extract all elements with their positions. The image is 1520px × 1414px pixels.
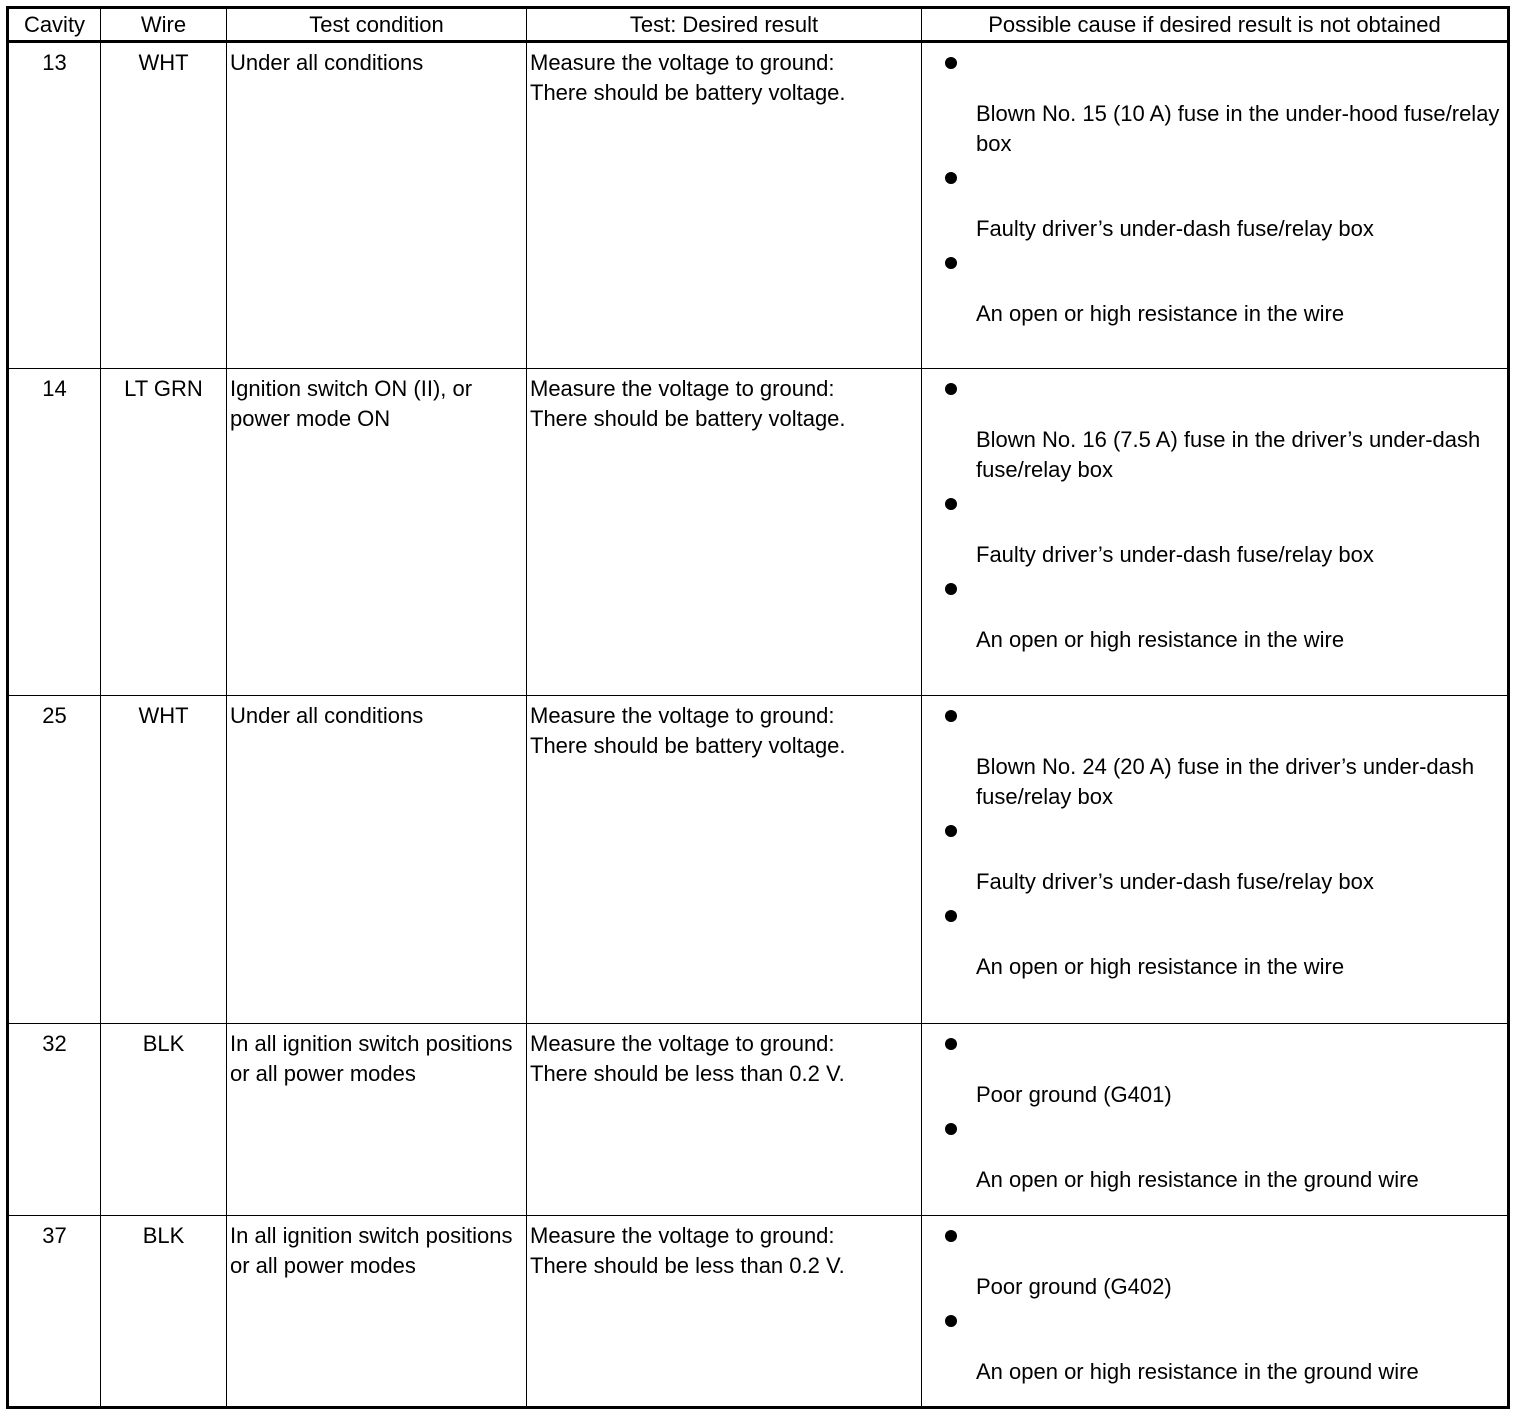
result-expectation: There should be less than 0.2 V.	[530, 1060, 845, 1086]
result-cell	[527, 369, 922, 696]
cause-item	[942, 257, 1501, 329]
wire-cell: LT GRN	[101, 369, 227, 696]
table-row	[8, 42, 1509, 369]
cavity-cell: 25	[8, 696, 101, 1023]
cause-text: Faulty driver’s under-dash fuse/relay box	[976, 216, 1374, 241]
cause-text: An open or high resistance in the ground wire	[976, 1166, 1419, 1192]
wire-cell: BLK	[101, 1215, 227, 1407]
wire-cell: BLK	[101, 1023, 227, 1215]
result-instruction: Measure the voltage to ground:	[530, 376, 835, 402]
result-cell	[527, 1215, 922, 1407]
header-wire: Wire	[101, 8, 227, 42]
condition-cell: In all ignition switch positions or all power modes	[227, 1023, 527, 1215]
cause-item	[942, 383, 1501, 485]
cause-text: An open or high resistance in the wire	[976, 627, 1345, 653]
cause-text: An open or high resistance in the wire	[976, 954, 1345, 980]
table-row	[8, 369, 1509, 696]
cause-item	[942, 710, 1501, 812]
cause-item	[942, 583, 1501, 655]
result-instruction: Measure the voltage to ground:	[530, 1222, 835, 1248]
bullet-icon	[945, 1123, 957, 1135]
cavity-cell: 13	[8, 42, 101, 369]
bullet-icon	[945, 825, 957, 837]
cause-text: An open or high resistance in the wire	[976, 301, 1345, 326]
cause-text: Faulty driver’s under-dash fuse/relay box	[976, 869, 1374, 895]
cavity-cell: 37	[8, 1215, 101, 1407]
table-row	[8, 1215, 1509, 1407]
cause-text: Blown No. 24 (20 A) fuse in the driver’s under-dash fuse/relay box	[976, 754, 1475, 810]
header-desired-result: Test: Desired result	[527, 8, 922, 42]
condition-cell: Ignition switch ON (II), or power mode ON	[227, 369, 527, 696]
header-cavity: Cavity	[8, 8, 101, 42]
connector-test-table	[6, 6, 1510, 1409]
bullet-icon	[945, 57, 957, 69]
cause-cell	[922, 1215, 1509, 1407]
cause-item	[942, 825, 1501, 897]
result-expectation: There should be battery voltage.	[530, 733, 846, 759]
bullet-icon	[945, 710, 957, 722]
header-possible-cause: Possible cause if desired result is not obtained	[922, 8, 1509, 42]
cause-text: Faulty driver’s under-dash fuse/relay box	[976, 542, 1374, 568]
cause-cell	[922, 42, 1509, 369]
condition-cell: Under all conditions	[227, 42, 527, 369]
cavity-cell: 14	[8, 369, 101, 696]
wire-cell: WHT	[101, 42, 227, 369]
bullet-icon	[945, 257, 957, 269]
bullet-icon	[945, 383, 957, 395]
result-cell	[527, 1023, 922, 1215]
table-row	[8, 1023, 1509, 1215]
table-row	[8, 696, 1509, 1023]
result-cell	[527, 42, 922, 369]
result-expectation: There should be less than 0.2 V.	[530, 1252, 845, 1278]
cause-text: Blown No. 16 (7.5 A) fuse in the driver’s under-dash fuse/relay box	[976, 427, 1481, 483]
cause-text: Blown No. 15 (10 A) fuse in the under-hood fuse/relay box	[976, 101, 1500, 156]
cause-cell	[922, 696, 1509, 1023]
result-instruction: Measure the voltage to ground:	[530, 1030, 835, 1056]
cause-item	[942, 498, 1501, 570]
result-cell	[527, 696, 922, 1023]
cause-item	[942, 1038, 1501, 1110]
cause-text: Poor ground (G401)	[976, 1081, 1172, 1107]
header-test-condition: Test condition	[227, 8, 527, 42]
wire-cell: WHT	[101, 696, 227, 1023]
result-instruction: Measure the voltage to ground:	[530, 50, 835, 75]
cause-item	[942, 172, 1501, 244]
bullet-icon	[945, 1315, 957, 1327]
bullet-icon	[945, 910, 957, 922]
bullet-icon	[945, 498, 957, 510]
bullet-icon	[945, 1038, 957, 1050]
cause-item	[942, 1230, 1501, 1302]
result-expectation: There should be battery voltage.	[530, 406, 846, 432]
cause-cell	[922, 1023, 1509, 1215]
cause-item	[942, 910, 1501, 982]
condition-cell: Under all conditions	[227, 696, 527, 1023]
cause-text: An open or high resistance in the ground wire	[976, 1358, 1419, 1384]
result-expectation: There should be battery voltage.	[530, 80, 846, 105]
cause-item	[942, 1123, 1501, 1195]
cause-cell	[922, 369, 1509, 696]
bullet-icon	[945, 583, 957, 595]
cause-item	[942, 1315, 1501, 1387]
cavity-cell: 32	[8, 1023, 101, 1215]
bullet-icon	[945, 1230, 957, 1242]
cause-text: Poor ground (G402)	[976, 1273, 1172, 1299]
result-instruction: Measure the voltage to ground:	[530, 703, 835, 729]
bullet-icon	[945, 172, 957, 184]
cause-item	[942, 57, 1501, 159]
header-row	[8, 8, 1509, 42]
condition-cell: In all ignition switch positions or all power modes	[227, 1215, 527, 1407]
